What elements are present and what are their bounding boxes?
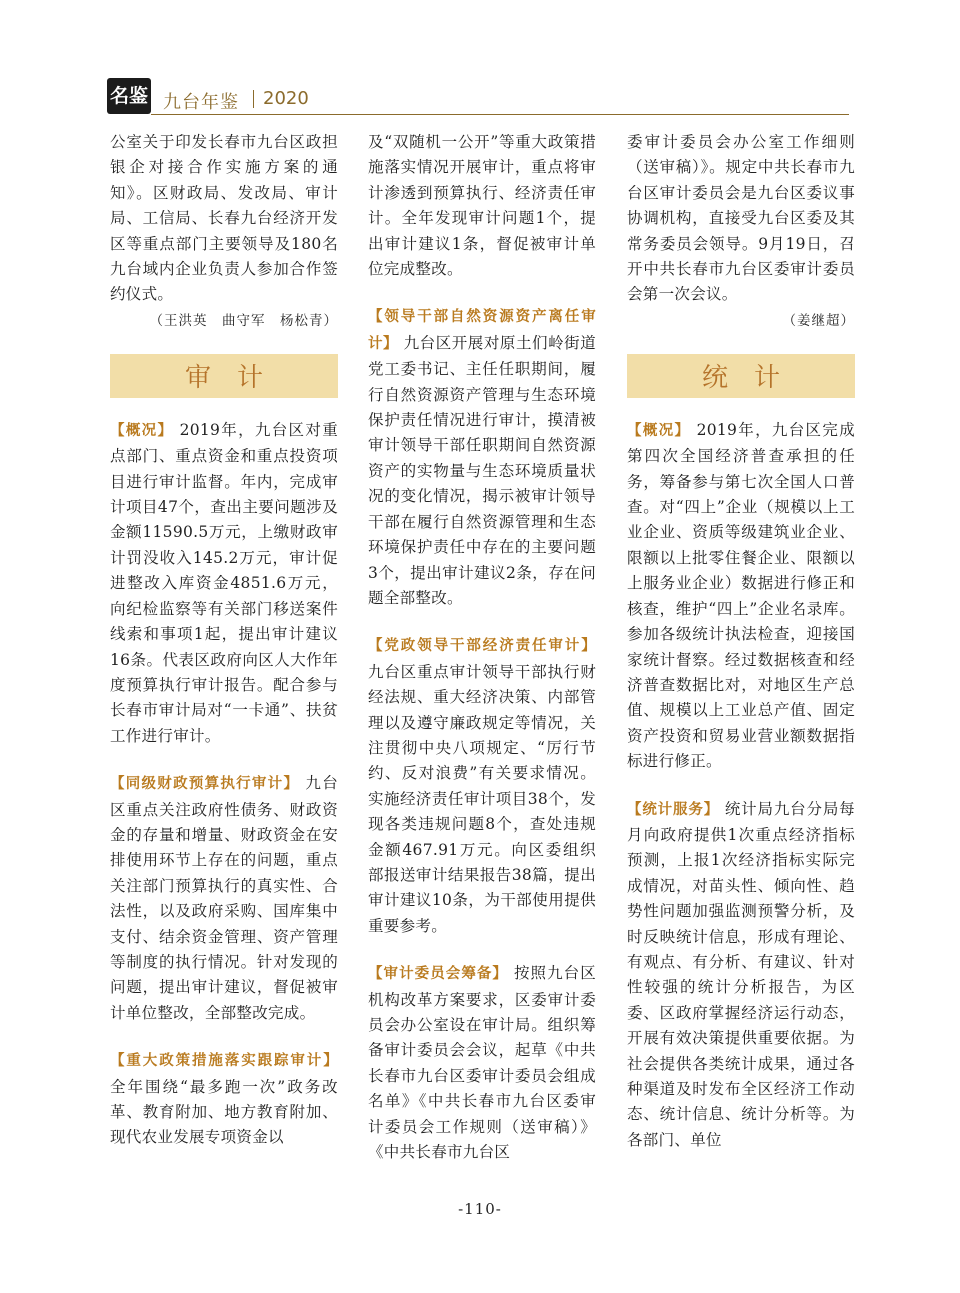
column-3 (627, 130, 855, 1153)
subheading: 【党政领导干部经济责任审计】 (368, 638, 596, 655)
subheading: 【领导干部自然资源资产离任审计】 (368, 309, 596, 352)
author-signature: （姜继超） (782, 312, 855, 329)
paragraph-text: 按照九台区机构改革方案要求，区委审计委员会办公室设在审计局。组织筹备审计委员会会议，起草《中共长春市九台区委审计委员会组成名单》《中共长春市九台区委审计委员会工作规则（送审稿）》《中共长春市九台区 (368, 964, 596, 1162)
paragraph (110, 1048, 338, 1151)
author-signature: （王洪英 曲守军 杨松青） (149, 312, 338, 329)
logo-text: 名鉴 (110, 85, 149, 107)
paragraph-text: 全年围绕“最多跑一次”政务改革、教育附加、地方教育附加、现代农业发展专项资金以 (110, 1077, 338, 1147)
page-header (107, 78, 849, 116)
column-1 (110, 130, 338, 1151)
section-title: 统计 (701, 363, 806, 394)
paragraph-text: 2019年，九台区完成第四次全国经济普查承担的任务，筹备参与第七次全国人口普查。对“四上”企业（规模以上工业企业、资质等级建筑业企业、限额以上批零住餐企业、限额以上服务业企业）数据进行修正和核查，维护“四上”企业名录库。参加各级统计执法检查，迎接国家统计督察。经过数据核查和经济普查数据比对，对地区生产总值、规模以上工业总产值、固定资产投资和贸易业营业额数据指标进行修正。 (627, 420, 855, 771)
section-title: 审计 (184, 363, 289, 394)
subheading: 【同级财政预算执行审计】 (110, 776, 300, 793)
paragraph (627, 418, 855, 775)
page-number: -110- (458, 1200, 502, 1218)
paragraph-text: 2019年，九台区对重点部门、重点资金和重点投资项目进行审计监督。年内，完成审计项目47个，查出主要问题涉及金额11590.5万元，上缴财政审计罚没收入145.2万元，审计促进整改入库资金4851.6万元，向纪检监察等有关部门移送案件线索和事项1起，提出审计建议16条。代表区政府向区人大作年度预算执行审计报告。配合参与长春市审计局对“一卡通”、扶贫工作进行审计。 (110, 420, 338, 745)
paragraph (110, 418, 338, 749)
paragraph (368, 304, 596, 611)
paragraph: 委审计委员会办公室工作细则（送审稿）》。规定中共长春市九台区审计委员会是九台区委议事协调机构，直接受九台区委及其常务委员会领导。9月19日，召开中共长春市九台区委审计委员会第一次会议。 (627, 133, 855, 304)
paragraph: 及“双随机一公开”等重大政策措施落实情况开展审计，重点将审计渗透到预算执行、经济责任审计。全年发现审计问题1个，提出审计建议1条，督促被审计单位完成整改。 (368, 133, 596, 279)
paragraph (368, 961, 596, 1165)
paragraph: 公室关于印发长春市九台区政担银企对接合作实施方案的通知》。区财政局、发改局、审计局、工信局、长春九台经济开发区等重点部门主要领导及180名九台域内企业负责人参加合作签约仪式。 (110, 133, 338, 304)
paragraph (627, 797, 855, 1154)
section-banner-audit (110, 354, 338, 398)
column-2 (368, 130, 596, 1165)
paragraph-text: 九台区重点审计领导干部执行财经法规、重大经济决策、内部管理以及遵守廉政规定等情况，关注贯彻中央八项规定、“厉行节约、反对浪费”有关要求情况。实施经济责任审计项目38个，发现各类违规问题8个，查处违规金额467.91万元。向区委组织部报送审计结果报告38篇，提出审计建议10条，为干部使用提供重要参考。 (368, 662, 596, 935)
paragraph (368, 633, 596, 939)
yearbook-title: 九台年鉴 (163, 92, 239, 113)
subheading: 【重大政策措施落实跟踪审计】 (110, 1053, 338, 1070)
yearbook-logo (107, 78, 151, 114)
yearbook-year: 2020 (263, 88, 309, 109)
paragraph-text: 九台区开展对原土们岭街道党工委书记、主任任职期间，履行自然资源资产管理与生态环境保护责任情况进行审计，摸清被审计领导干部任职期间自然资源资产的实物量与生态环境质量状况的变化情况，揭示被审计领导干部在履行自然资源管理和生态环境保护责任中存在的主要问题3个，提出审计建议2条，存在问题全部整改。 (368, 333, 596, 607)
paragraph-text: 统计局九台分局每月向政府提供1次重点经济指标预测，上报1次经济指标实际完成情况，对苗头性、倾向性、趋势性问题加强监测预警分析，及时反映统计信息，形成有理论、有观点、有分析、有建议、针对性较强的统计分析报告，为区委、区政府掌握经济运行动态，开展有效决策提供重要依据。为社会提供各类统计成果，通过各种渠道及时发布全区经济工作动态、统计信息、统计分析等。为各部门、单位 (627, 799, 855, 1149)
header-divider (253, 90, 254, 108)
header-rule (151, 114, 849, 115)
subheading: 【审计委员会筹备】 (368, 966, 508, 983)
paragraph (110, 771, 338, 1026)
section-banner-statistics (627, 354, 855, 398)
subheading: 【概况】 (627, 422, 691, 439)
subheading: 【概况】 (110, 422, 174, 439)
paragraph-text: 九台区重点关注政府性债务、财政资金的存量和增量、财政资金在安排使用环节上存在的问题，重点关注部门预算执行的真实性、合法性，以及政府采购、国库集中支付、结余资金管理、资产管理等制度的执行情况。针对发现的问题，提出审计建议，督促被审计单位整改，全部整改完成。 (110, 774, 338, 1022)
subheading: 【统计服务】 (627, 801, 720, 818)
